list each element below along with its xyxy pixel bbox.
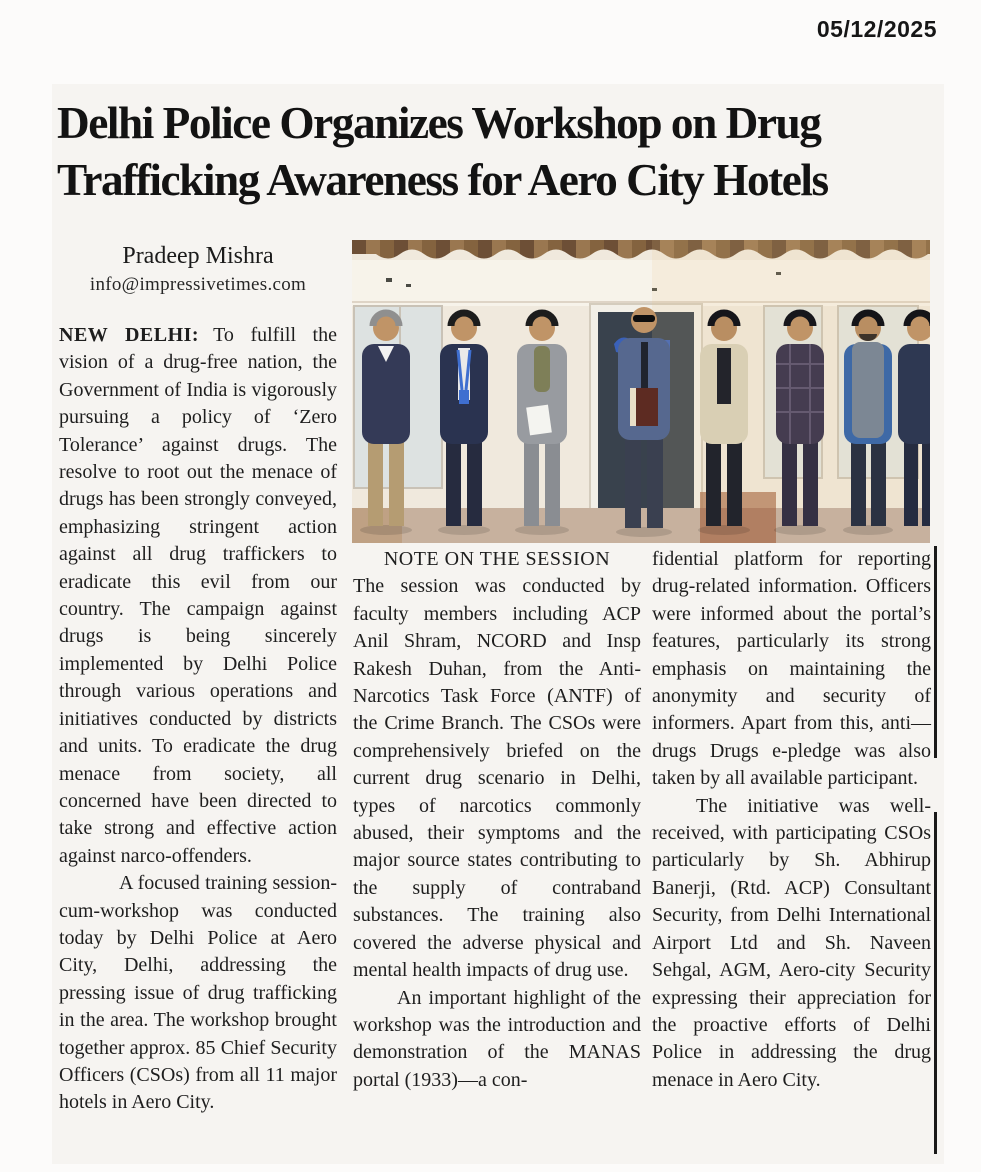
article-headline: [57, 94, 929, 208]
column-divider-rule-top: [934, 546, 937, 758]
group-photo-illustration: [352, 240, 930, 543]
col2-paragraph-2: An important highlight of the workshop was the introduction and demonstration of the MANAS portal (1933)—a con-: [353, 986, 641, 1091]
col2-paragraph-1: The session was conducted by faculty members including ACP Anil Shram, NCORD and Insp Rakesh Duhan, from the Anti-Narcotics Task Force (ANTF) of the Crime Branch. The CSOs were comprehensively briefed on the current drug scenario in Delhi, types of narcotics commonly abused, their symptoms and the major source states contributing to the supply of contraband substances. The training also covered the adverse physical and mental health impacts of drug use.: [353, 575, 641, 982]
session-note-heading: NOTE ON THE SESSION: [383, 548, 611, 570]
headline-line-2: Trafficking Awareness for Aero City Hotels: [57, 154, 828, 205]
dateline: NEW DELHI:: [59, 324, 200, 346]
col1-paragraph-1: [59, 322, 337, 870]
col3-paragraph-2: The initiative was well-received, with participating CSOs particularly by Sh. Abhirup Banerji, (Rtd. ACP) Consultant Security, from Delhi International Airport Ltd and Sh. Naveen Sehgal, AGM, Aero-city Security expressing their appreciation for the proactive efforts of Delhi Police in addressing the drug menace in Aero City.: [652, 794, 931, 1091]
article-column-3: [652, 546, 931, 1094]
article-column-1: [59, 322, 337, 1117]
col1-para1-text: To fulfill the vision of a drug-free nation, the Government of India is vigorously pursuing a policy of ‘Zero Tolerance’ against drugs. The resolve to root out the menace of drugs has been strongly conveyed, emphasizing stringent action against all drug traffickers to eradicate this evil from our country. The campaign against drugs is being sincerely implemented by Delhi Police through various operations and initiatives conducted by districts and units. To eradicate the drug menace from society, all concerned have been directed to take strong and effective action against narco-offenders.: [59, 324, 337, 867]
byline: [57, 243, 339, 296]
article-column-2: [353, 546, 641, 1094]
page-date: 05/12/2025: [816, 16, 937, 42]
col3-paragraph-1: fidential platform for reporting drug-related information. Officers were informed about the portal’s features, particularly its strong emphasis on maintaining the anonymity and security of informers. Apart from this, anti—drugs Drugs e-pledge was also taken by all available participant.: [652, 548, 931, 790]
col1-paragraph-2: A focused training session-cum-workshop was conducted today by Delhi Police at Aero City, Delhi, addressing the pressing issue of drug trafficking in the area. The workshop brought together approx. 85 Chief Security Officers (CSOs) from all 11 major hotels in Aero City.: [59, 872, 337, 1114]
byline-author: Pradeep Mishra: [122, 243, 274, 269]
byline-email: info@impressivetimes.com: [89, 274, 307, 295]
group-photo: [352, 240, 930, 543]
headline-line-1: Delhi Police Organizes Workshop on Drug: [57, 97, 821, 148]
column-divider-rule-bottom: [934, 812, 937, 1154]
